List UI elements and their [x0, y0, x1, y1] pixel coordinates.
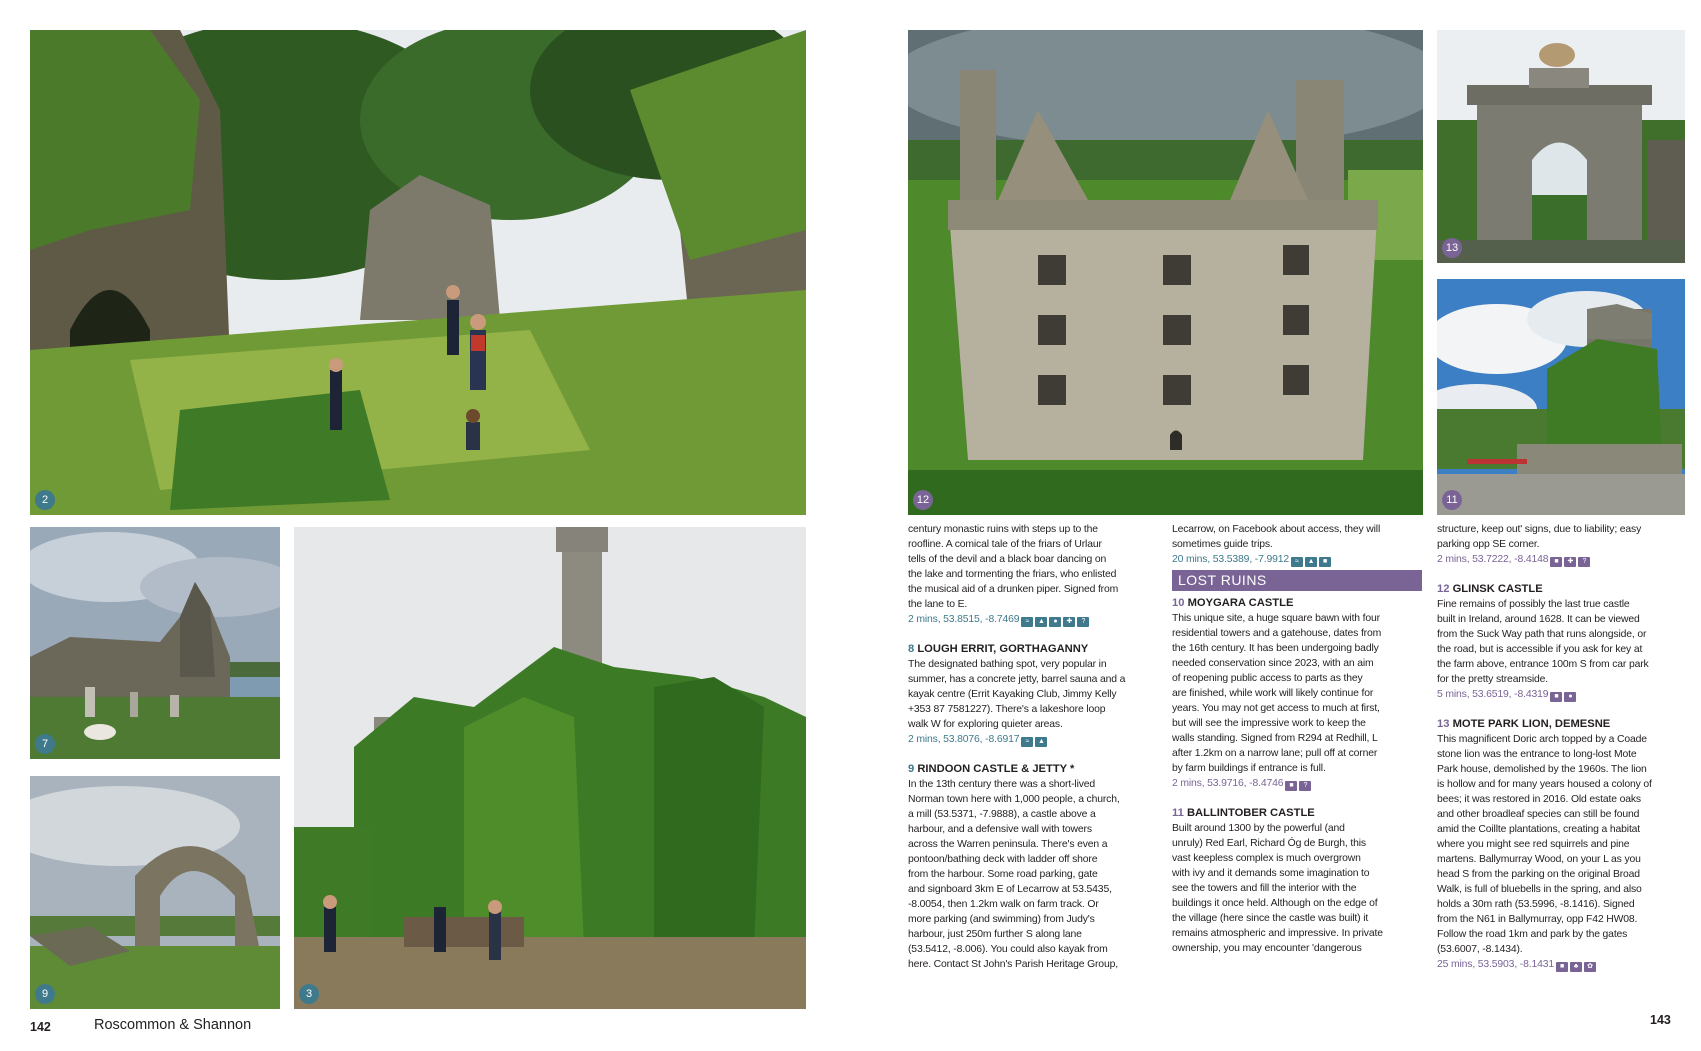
photo-badge: 13: [1442, 238, 1462, 258]
body-line: (53.6007, -8.1434).: [1437, 944, 1523, 955]
body-line: years. You may not get access to much at first,: [1172, 703, 1380, 714]
body-line: with ivy and it demands some imagination to: [1172, 868, 1370, 879]
running-head: Roscommon & Shannon: [94, 1017, 252, 1033]
body-line: the lane to E.: [908, 599, 968, 610]
body-line: needed conservation since 2023, with an aim: [1172, 658, 1374, 669]
body-line: holds a 30m rath (53.5996, -8.1416). Signed: [1437, 899, 1635, 910]
picnic-icon: ✚: [1063, 617, 1075, 627]
castle-icon: ■: [1556, 962, 1568, 972]
body-line: more parking (and swimming) from Judy's: [908, 914, 1095, 925]
body-line: after 1.2km on a narrow lane; pull off at corner: [1172, 748, 1378, 759]
walk-icon: ●: [1564, 692, 1576, 702]
body-line: roofline. A comical tale of the friars of Urlaur: [908, 539, 1102, 550]
body-line: Norman town here with 1,000 people, a church,: [908, 794, 1120, 805]
body-line: sometimes guide trips.: [1172, 539, 1273, 550]
photo-badge: 3: [299, 984, 319, 1004]
body-line: +353 87 7581227). There's a lakeshore loop: [908, 704, 1106, 715]
photo-glinsk-castle: [908, 30, 1423, 515]
body-line: (53.5412, -8.006). You could also kayak from: [908, 944, 1108, 955]
info-icon: ?: [1299, 781, 1311, 791]
body-line: the road, but is accessible if you ask for key at: [1437, 644, 1643, 655]
body-line: Park house, demolished by the 1960s. The lion: [1437, 764, 1647, 775]
body-line: residential towers and a gatehouse, dates from: [1172, 628, 1382, 639]
entry-title: 10 MOYGARA CASTLE: [1172, 597, 1294, 609]
text-column-1: [908, 522, 1153, 972]
body-line: In the 13th century there was a short-lived: [908, 779, 1096, 790]
location-meta: 2 mins, 53.8076, -8.6917 ≈ ▲: [908, 732, 1153, 747]
entry-title: 8 LOUGH ERRIT, GORTHAGANNY: [908, 643, 1089, 655]
photo-stone-arch: [30, 776, 280, 1009]
car-icon: ▲: [1035, 617, 1047, 627]
info-icon: ?: [1578, 557, 1590, 567]
body-line: bees; it was restored in 2016. Old estate oaks: [1437, 794, 1641, 805]
body-line: pontoon/bathing deck with ladder off shore: [908, 854, 1098, 865]
boat-icon: ▲: [1035, 737, 1047, 747]
body-line: but will see the impressive work to keep the: [1172, 718, 1366, 729]
tree-icon: ♣: [1570, 962, 1582, 972]
body-line: here. Contact St John's Parish Heritage Group,: [908, 959, 1118, 970]
location-meta: 2 mins, 53.7222, -8.4148 ■ ✚ ?: [1437, 552, 1689, 567]
body-line: by farm buildings if entrance is full.: [1172, 763, 1326, 774]
body-line: the lake and tormenting the friars, who enlisted: [908, 569, 1117, 580]
body-line: harbour, and a defensive wall with towers: [908, 824, 1092, 835]
location-meta: 25 mins, 53.5903, -8.1431 ■ ♣ ✿: [1437, 957, 1689, 972]
body-line: ownership, you may encounter 'dangerous: [1172, 943, 1362, 954]
body-line: are finished, while work will likely continue for: [1172, 688, 1374, 699]
body-line: This magnificent Doric arch topped by a Coade: [1437, 734, 1647, 745]
swim-icon: ≈: [1291, 557, 1303, 567]
page-number-left: 142: [30, 1020, 51, 1034]
body-line: Fine remains of possibly the last true castle: [1437, 599, 1630, 610]
body-line: from the Suck Way path that runs alongside, or: [1437, 629, 1647, 640]
picnic-icon: ✚: [1564, 557, 1576, 567]
body-line: of reopening public access to parts as they: [1172, 673, 1363, 684]
text-column-3: [1437, 522, 1689, 972]
entry-title: 13 MOTE PARK LION, DEMESNE: [1437, 718, 1611, 730]
body-line: martens. Ballymurray Wood, on your L as you: [1437, 854, 1641, 865]
info-icon: ?: [1077, 617, 1089, 627]
photo-ballintober-castle: [1437, 279, 1685, 515]
body-line: Follow the road 1km and park by the gates: [1437, 929, 1628, 940]
photo-badge: 12: [913, 490, 933, 510]
body-line: from the N61 in Ballymurray, opp F42 HW08.: [1437, 914, 1638, 925]
body-line: the village (here since the castle was built) it: [1172, 913, 1369, 924]
photo-badge: 11: [1442, 490, 1462, 510]
photo-abbey-ruins-hikers: [30, 30, 806, 515]
body-line: walls standing. Signed from R294 at Redhill, L: [1172, 733, 1378, 744]
location-meta: 2 mins, 53.8515, -8.7469 ≈ ▲ ● ✚ ?: [908, 612, 1153, 627]
body-line: remains atmospheric and impressive. In private: [1172, 928, 1383, 939]
body-line: harbour, just 250m further S along lane: [908, 929, 1082, 940]
body-line: kayak centre (Errit Kayaking Club, Jimmy Kelly: [908, 689, 1117, 700]
body-line: walk W for exploring quieter areas.: [908, 719, 1063, 730]
entry-title: 9 RINDOON CASTLE & JETTY *: [908, 763, 1075, 775]
body-line: the musical aid of a drunken piper. Signed from: [908, 584, 1119, 595]
body-line: Walk, is full of bluebells in the spring, and also: [1437, 884, 1642, 895]
body-line: Lecarrow, on Facebook about access, they will: [1172, 524, 1381, 535]
location-meta: 20 mins, 53.5389, -7.9912 ≈ ▲ ■: [1172, 552, 1422, 567]
body-line: across the Warren peninsula. There's even a: [908, 839, 1108, 850]
body-line: for the pretty streamside.: [1437, 674, 1549, 685]
body-line: the farm above, entrance 100m S from car park: [1437, 659, 1649, 670]
wildlife-icon: ✿: [1584, 962, 1596, 972]
castle-icon: ■: [1550, 557, 1562, 567]
body-line: buildings it once held. Although on the edge of: [1172, 898, 1378, 909]
body-line: built in Ireland, around 1628. It can be viewed: [1437, 614, 1640, 625]
walk-icon: ●: [1049, 617, 1061, 627]
body-line: unruly) Red Earl, Richard Óg de Burgh, this: [1172, 838, 1366, 849]
body-line: stone lion was the entrance to long-lost Mote: [1437, 749, 1637, 760]
body-line: century monastic ruins with steps up to the: [908, 524, 1098, 535]
body-line: The designated bathing spot, very popular in: [908, 659, 1107, 670]
body-line: head S from the parking on the original Broad: [1437, 869, 1640, 880]
body-line: see the towers and fill the interior with the: [1172, 883, 1357, 894]
castle-icon: ■: [1285, 781, 1297, 791]
body-line: parking opp SE corner.: [1437, 539, 1540, 550]
entry-title: 11 BALLINTOBER CASTLE: [1172, 807, 1315, 819]
camera-icon: ■: [1319, 557, 1331, 567]
page-number-right: 143: [1650, 1013, 1671, 1027]
body-line: summer, has a concrete jetty, barrel sauna and a: [908, 674, 1126, 685]
body-line: structure, keep out' signs, due to liability; easy: [1437, 524, 1642, 535]
body-line: Built around 1300 by the powerful (and: [1172, 823, 1345, 834]
body-line: and signboard 3km E of Lecarrow at 53.5435,: [908, 884, 1112, 895]
boat-icon: ▲: [1305, 557, 1317, 567]
body-line: -8.0054, then 1.2km walk on farm track. Or: [908, 899, 1099, 910]
body-line: and other broadleaf species can still be found: [1437, 809, 1640, 820]
body-line: tells of the devil and a black boar dancing on: [908, 554, 1107, 565]
swim-icon: ≈: [1021, 617, 1033, 627]
castle-icon: ■: [1550, 692, 1562, 702]
section-header: LOST RUINS: [1172, 570, 1422, 591]
body-line: amid the Coillte plantations, creating a habitat: [1437, 824, 1641, 835]
body-line: the 16th century. It has been undergoing badly: [1172, 643, 1379, 654]
photo-badge: 7: [35, 734, 55, 754]
body-line: a mill (53.5371, -7.9888), a castle above a: [908, 809, 1096, 820]
body-line: is hollow and for many years housed a colony of: [1437, 779, 1652, 790]
body-line: from the harbour. Some road parking, gate: [908, 869, 1098, 880]
location-meta: 2 mins, 53.9716, -8.4746 ■ ?: [1172, 776, 1422, 791]
photo-badge: 9: [35, 984, 55, 1004]
body-line: vast keepless complex is much overgrown: [1172, 853, 1361, 864]
photo-church-graveyard: [30, 527, 280, 759]
body-line: where you might see red squirrels and pine: [1437, 839, 1630, 850]
photo-ivy-castle: [294, 527, 806, 1009]
photo-mote-park-arch: [1437, 30, 1685, 263]
location-meta: 5 mins, 53.6519, -8.4319 ■ ●: [1437, 687, 1689, 702]
body-line: This unique site, a huge square bawn with four: [1172, 613, 1380, 624]
text-column-2: [1172, 522, 1422, 956]
photo-badge: 2: [35, 490, 55, 510]
swim-icon: ≈: [1021, 737, 1033, 747]
entry-title: 12 GLINSK CASTLE: [1437, 583, 1543, 595]
